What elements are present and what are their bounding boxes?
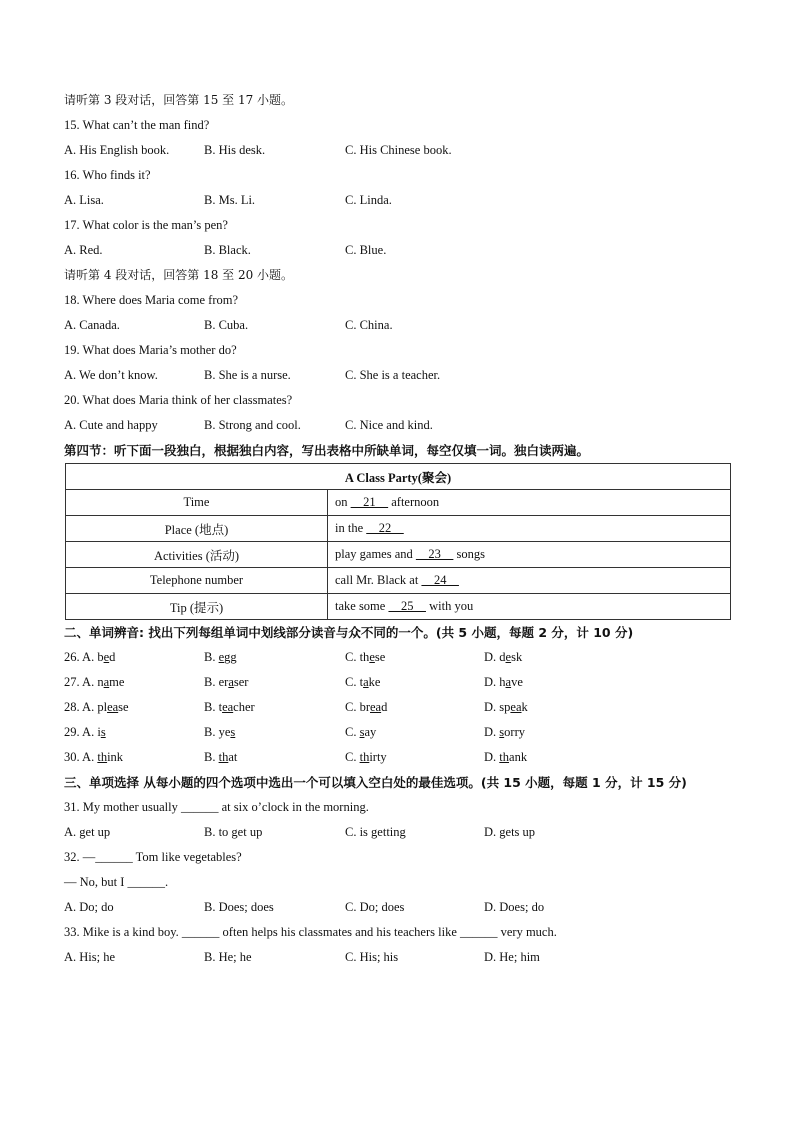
option: D. gets up (484, 825, 536, 839)
word-part: d (381, 700, 388, 714)
underlined-letters: e (218, 650, 225, 664)
option (64, 745, 123, 770)
row-key: Time (66, 490, 328, 516)
value-text: afternoon (388, 495, 440, 509)
phonetics-question-26 (64, 645, 734, 670)
option (204, 645, 237, 670)
table-row (66, 542, 731, 568)
option (345, 670, 380, 695)
underlined-letters: s (230, 725, 236, 739)
answer-blank-22[interactable]: 22 (366, 521, 404, 535)
underlined-letters: s (359, 725, 365, 739)
question-19-options (64, 363, 734, 388)
answer-blank-25[interactable]: 25 (388, 599, 426, 613)
question-33-options (64, 945, 734, 970)
question-32-options (64, 895, 734, 920)
underlined-letters: ea (370, 700, 382, 714)
row-value (328, 516, 731, 542)
underlined-letters: e (505, 650, 512, 664)
option (484, 670, 523, 695)
option: A. Cute and happy (64, 418, 158, 432)
option: B. Strong and cool. (204, 418, 301, 432)
question-33-stem: 33. Mike is a kind boy. ______ often helps his classmates and his teachers like ______ very much. (64, 925, 557, 939)
underlined-letters: e (103, 650, 110, 664)
word-part: me (109, 675, 125, 689)
word-part: D. sp (484, 700, 511, 714)
part-2-heading: 二、单词辨音: 找出下列每组单词中划线部分读音与众不同的一个。(共 5 小题，每题 2 分，计 10 分) (64, 625, 634, 640)
word-part: 30. A. (64, 750, 98, 764)
option: A. His; he (64, 950, 116, 964)
word-part: D. (484, 725, 500, 739)
word-part: 27. A. n (64, 675, 104, 689)
question-20-options (64, 413, 734, 438)
option (345, 745, 387, 770)
table-row (66, 568, 731, 594)
option: A. Canada. (64, 318, 120, 332)
option (484, 645, 522, 670)
option (484, 745, 527, 770)
option: D. He; him (484, 950, 540, 964)
row-value (328, 542, 731, 568)
question-20-stem: 20. What does Maria think of her classmates? (64, 393, 293, 407)
row-key: Tip (提示) (66, 594, 328, 620)
underlined-letters: e (369, 650, 375, 664)
word-part: B. (204, 650, 219, 664)
option (345, 645, 385, 670)
word-part: ser (233, 675, 249, 689)
value-text: call Mr. Black at (335, 573, 422, 587)
question-19-stem: 19. What does Maria’s mother do? (64, 343, 237, 357)
phonetics-question-28 (64, 695, 734, 720)
question-31-options (64, 820, 734, 845)
question-32-stem: 32. —______ Tom like vegetables? (64, 850, 242, 864)
option (345, 695, 387, 720)
option: B. Does; does (204, 900, 274, 914)
value-text: songs (453, 547, 485, 561)
value-text: in the (335, 521, 367, 535)
phonetics-question-27 (64, 670, 734, 695)
underlined-letters: ea (107, 700, 119, 714)
question-18-stem: 18. Where does Maria come from? (64, 293, 239, 307)
word-part: irty (369, 750, 387, 764)
option: A. get up (64, 825, 111, 839)
row-key: Telephone number (66, 568, 328, 594)
underlined-letters: a (505, 675, 512, 689)
phonetics-questions (64, 645, 734, 770)
word-part: B. t (204, 700, 223, 714)
option: C. Do; does (345, 900, 405, 914)
option: C. is getting (345, 825, 406, 839)
value-text: play games and (335, 547, 416, 561)
word-part: ve (511, 675, 523, 689)
option: B. His desk. (204, 143, 266, 157)
option: B. Cuba. (204, 318, 249, 332)
row-value (328, 594, 731, 620)
word-part: C. (345, 725, 360, 739)
word-part: C. (345, 750, 360, 764)
option: A. We don’t know. (64, 368, 158, 382)
word-part: ank (509, 750, 528, 764)
word-part: sk (511, 650, 523, 664)
section-4-intro: 请听第 4 段对话，回答第 18 至 20 小题。 (64, 268, 294, 282)
row-value (328, 490, 731, 516)
option (204, 720, 235, 745)
option: C. Nice and kind. (345, 418, 433, 432)
row-key: Activities (活动) (66, 542, 328, 568)
section-3-intro: 请听第 3 段对话，回答第 15 至 17 小题。 (64, 93, 294, 107)
word-part: orry (504, 725, 525, 739)
word-part: D. d (484, 650, 506, 664)
row-key: Place (地点) (66, 516, 328, 542)
option (64, 670, 124, 695)
option (64, 695, 129, 720)
option: A. His English book. (64, 143, 170, 157)
word-part: at (228, 750, 238, 764)
part-4-heading: 第四节：听下面一段独白，根据独白内容，写出表格中所缺单词，每空仅填一词。独白读两遍。 (64, 443, 590, 458)
word-part: D. h (484, 675, 506, 689)
word-part: C. t (345, 675, 364, 689)
word-part: k (521, 700, 528, 714)
word-part: gg (224, 650, 237, 664)
table-row (66, 516, 731, 542)
word-part: D. (484, 750, 500, 764)
underlined-letters: s (100, 725, 106, 739)
question-18-options (64, 313, 734, 338)
value-text: on (335, 495, 351, 509)
class-party-table (65, 463, 731, 620)
word-part: 29. A. i (64, 725, 101, 739)
question-15-stem: 15. What can’t the man find? (64, 118, 210, 132)
table-row (66, 490, 731, 516)
question-31-stem: 31. My mother usually ______ at six o’clock in the morning. (64, 800, 369, 814)
word-part: 28. A. pl (64, 700, 108, 714)
word-part: B. ye (204, 725, 231, 739)
option: B. She is a nurse. (204, 368, 291, 382)
word-part: B. er (204, 675, 229, 689)
underlined-letters: th (97, 750, 108, 764)
question-16-stem: 16. Who finds it? (64, 168, 151, 182)
word-part: ke (368, 675, 381, 689)
option: C. His; his (345, 950, 399, 964)
question-17-options (64, 238, 734, 263)
exam-page (64, 88, 734, 970)
option: B. Black. (204, 243, 251, 257)
phonetics-question-29 (64, 720, 734, 745)
underlined-letters: ea (510, 700, 522, 714)
word-part: ink (107, 750, 124, 764)
option (64, 645, 115, 670)
underlined-letters: a (228, 675, 234, 689)
word-part: d (109, 650, 116, 664)
underlined-letters: ea (222, 700, 234, 714)
word-part: C. br (345, 700, 370, 714)
row-value (328, 568, 731, 594)
underlined-letters: s (499, 725, 505, 739)
option: C. She is a teacher. (345, 368, 441, 382)
part-3-heading: 三、单项选择 从每小题的四个选项中选出一个可以填入空白处的最佳选项。(共 15 小题，每题 1 分，计 15 分) (64, 775, 687, 790)
option: B. to get up (204, 825, 263, 839)
word-part: ay (364, 725, 377, 739)
option (204, 745, 237, 770)
option: C. China. (345, 318, 393, 332)
option (64, 720, 106, 745)
option: A. Do; do (64, 900, 114, 914)
value-text: with you (425, 599, 474, 613)
table-row (66, 594, 731, 620)
underlined-letters: th (499, 750, 510, 764)
word-part: cher (233, 700, 255, 714)
phonetics-question-30 (64, 745, 734, 770)
word-part: 26. A. b (64, 650, 104, 664)
word-part: se (374, 650, 386, 664)
option: A. Lisa. (64, 193, 104, 207)
option (484, 695, 528, 720)
underlined-letters: th (218, 750, 229, 764)
underlined-letters: th (359, 750, 370, 764)
word-part: B. (204, 750, 219, 764)
question-17-stem: 17. What color is the man’s pen? (64, 218, 228, 232)
option: B. Ms. Li. (204, 193, 256, 207)
option (345, 720, 376, 745)
option: A. Red. (64, 243, 103, 257)
option: C. Blue. (345, 243, 387, 257)
answer-blank-21[interactable]: 21 (350, 495, 389, 509)
option: D. Does; do (484, 900, 545, 914)
table-title: A Class Party(聚会) (66, 464, 731, 490)
option: B. He; he (204, 950, 252, 964)
question-15-options (64, 138, 734, 163)
option (204, 695, 255, 720)
answer-blank-23[interactable]: 23 (415, 547, 454, 561)
underlined-letters: a (103, 675, 110, 689)
value-text: take some (335, 599, 389, 613)
option: C. Linda. (345, 193, 392, 207)
underlined-letters: a (363, 675, 369, 689)
option: C. His Chinese book. (345, 143, 452, 157)
word-part: C. th (345, 650, 370, 664)
word-part: se (118, 700, 129, 714)
question-16-options (64, 188, 734, 213)
question-32-reply: — No, but I ______. (64, 875, 169, 889)
option (204, 670, 248, 695)
answer-blank-24[interactable]: 24 (421, 573, 459, 587)
option (484, 720, 525, 745)
